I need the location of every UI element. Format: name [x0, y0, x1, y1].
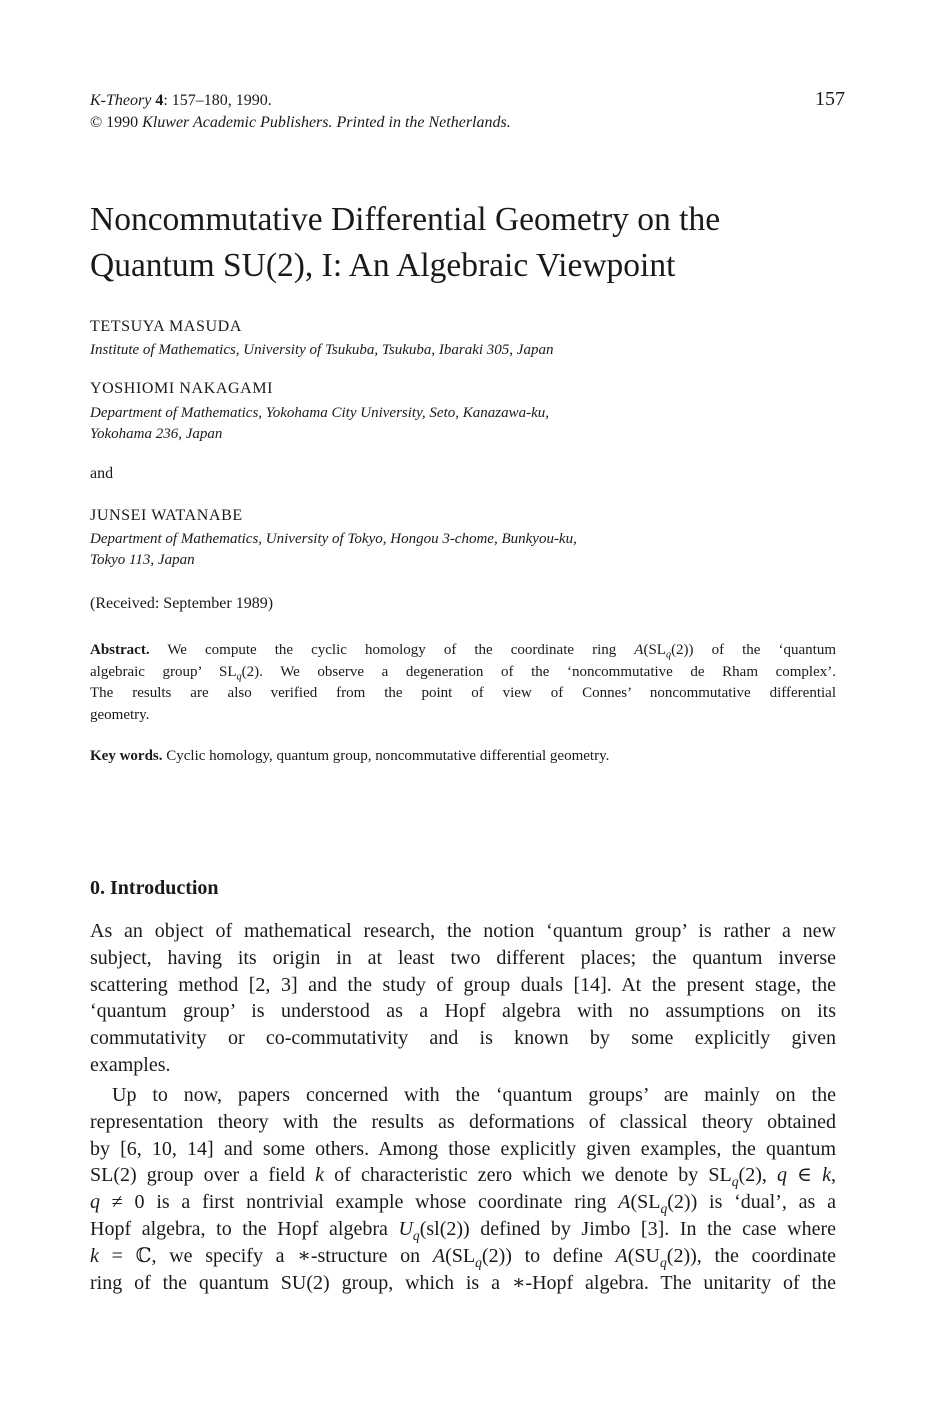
paragraph-line: examples. — [90, 1053, 171, 1076]
math-subscript: q — [660, 1200, 668, 1216]
text-run: (SL — [630, 1191, 661, 1214]
abstract-line-3: The results are also verified from the point of view of Connes’ noncommutative differential — [90, 685, 836, 701]
math-subscript: q — [475, 1254, 482, 1270]
author-affiliation-3-line-2: Tokyo 113, Japan — [90, 552, 195, 568]
math-symbol: U — [398, 1217, 413, 1240]
copyright-prefix: © 1990 — [90, 114, 143, 131]
math-symbol: q — [777, 1164, 787, 1187]
paragraph-line: ring of the quantum SU(2) group, which is a ∗-Hopf algebra. The unitarity of the — [90, 1271, 836, 1294]
paragraph-line — [90, 1216, 836, 1243]
text-run: Hopf algebra, to the Hopf algebra — [90, 1217, 399, 1240]
author-name-2: YOSHIOMI NAKAGAMI — [90, 380, 274, 397]
intro-paragraph-1 — [90, 918, 836, 1079]
text-run: (2)) to define — [481, 1244, 616, 1267]
abstract-line-4: geometry. — [90, 706, 150, 723]
math-symbol: A — [432, 1244, 446, 1267]
keywords-text: Cyclic homology, quantum group, noncommutative differential geometry. — [162, 748, 610, 764]
math-subscript: q — [659, 1254, 667, 1270]
text-run: SL(2) group over a field — [90, 1164, 316, 1187]
math-symbol: q — [90, 1191, 100, 1214]
text-run: ≠ 0 is a first nontrivial example whose coordinate ring — [100, 1191, 619, 1214]
paragraph-line — [90, 1162, 836, 1189]
math-symbol: k — [822, 1164, 831, 1187]
text-run: (sl(2)) defined by Jimbo [3]. In the case where — [419, 1217, 836, 1240]
math-symbol: k — [90, 1244, 99, 1267]
abstract-text: We compute the cyclic homology of the coordinate ring — [149, 642, 635, 658]
math-subscript: q — [731, 1174, 739, 1190]
abstract-text: (SL — [643, 642, 666, 658]
text-run: (SU — [627, 1244, 660, 1267]
math-symbol: A — [618, 1191, 631, 1214]
text-run: ∈ — [787, 1164, 823, 1187]
paper-title-line-2: Quantum SU(2), I: An Algebraic Viewpoint — [90, 247, 676, 284]
journal-volume: 4 — [155, 92, 164, 109]
author-affiliation-2-line-2: Yokohama 236, Japan — [90, 426, 223, 442]
author-name-3: JUNSEI WATANABE — [90, 507, 243, 524]
received-date: (Received: September 1989) — [90, 595, 274, 612]
text-run: (2), — [738, 1164, 777, 1187]
abstract-line-1 — [90, 640, 836, 662]
text-run: , — [831, 1164, 836, 1187]
paragraph-line: scattering method [2, 3] and the study of group duals [14]. At the present stage, the — [90, 973, 836, 996]
intro-paragraph-2 — [90, 1082, 836, 1296]
text-run: = ℂ, we specify a ∗-structure on — [98, 1244, 433, 1267]
paragraph-line: As an object of mathematical research, the notion ‘quantum group’ is rather a new — [90, 920, 836, 942]
journal-pages-year: : 157–180, 1990. — [163, 92, 272, 109]
author-affiliation-2-line-1: Department of Mathematics, Yokohama City University, Seto, Kanazawa-ku, — [90, 405, 549, 421]
page-number: 157 — [815, 88, 845, 110]
math-subscript: q — [665, 649, 672, 661]
abstract-text: algebraic group’ SL — [90, 663, 237, 680]
text-run: (SL — [445, 1244, 476, 1267]
text-run: of characteristic zero which we denote by SL — [324, 1164, 732, 1187]
journal-name: K-Theory — [90, 92, 152, 109]
abstract-text: (2)) of the ‘quantum — [671, 642, 836, 658]
author-name-1: TETSUYA MASUDA — [90, 318, 242, 335]
paragraph-line: ‘quantum group’ is understood as a Hopf algebra with no assumptions on its — [90, 1000, 836, 1023]
paragraph-line: subject, having its origin in at least two different places; the quantum inverse — [90, 946, 836, 969]
section-heading: 0. Introduction — [90, 877, 219, 899]
author-affiliation-1: Institute of Mathematics, University of Tsukuba, Tsukuba, Ibaraki 305, Japan — [90, 342, 554, 358]
paragraph-line: by [6, 10, 14] and some others. Among those explicitly given examples, the quantum — [90, 1137, 836, 1160]
math-subscript: q — [412, 1227, 420, 1243]
journal-citation — [90, 90, 272, 112]
abstract-label: Abstract. — [90, 642, 150, 658]
text-run: (2)) is ‘dual’, as a — [667, 1191, 836, 1214]
paragraph-line — [90, 1243, 836, 1270]
publisher-note: Kluwer Academic Publishers. Printed in the Netherlands. — [142, 114, 511, 131]
math-symbol: k — [315, 1164, 325, 1187]
paragraph-line: representation theory with the results as deformations of classical theory obtained — [90, 1110, 836, 1133]
author-affiliation-3-line-1: Department of Mathematics, University of Tokyo, Hongou 3-chome, Bunkyou-ku, — [90, 531, 577, 547]
paper-title-line-1: Noncommutative Differential Geometry on the — [90, 201, 721, 238]
math-subscript: q — [236, 671, 242, 683]
keywords-label: Key words. — [90, 748, 163, 764]
paragraph-line: Up to now, papers concerned with the ‘quantum groups’ are mainly on the — [112, 1084, 836, 1106]
math-symbol: A — [615, 1244, 628, 1267]
text-run: (2)), the coordinate — [666, 1244, 837, 1267]
paragraph-line: commutativity or co-commutativity and is known by some explicitly given — [90, 1027, 836, 1050]
copyright-line — [90, 112, 511, 134]
abstract — [90, 640, 836, 726]
and-connector: and — [90, 465, 114, 482]
keywords — [90, 746, 609, 768]
abstract-text: (2). We observe a degeneration of the ‘noncommutative de Rham complex’. — [241, 663, 837, 680]
abstract-line-2 — [90, 662, 836, 684]
math-symbol: A — [634, 642, 644, 658]
paragraph-line — [90, 1189, 836, 1216]
